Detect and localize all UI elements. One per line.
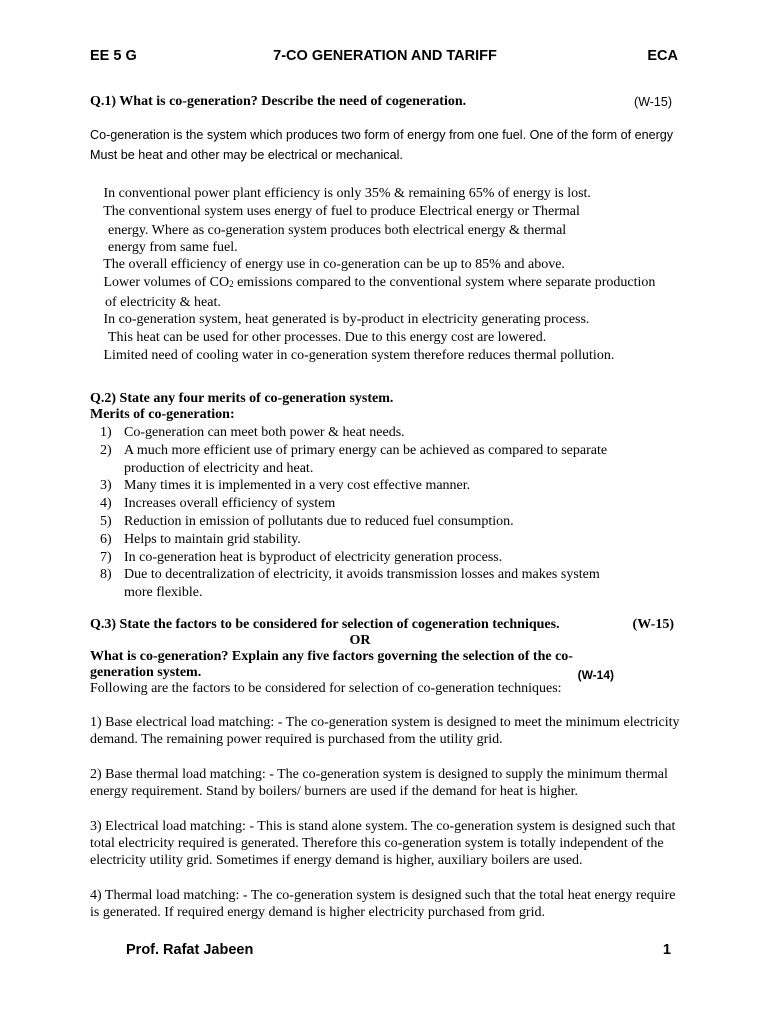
merits-heading: Merits of co-generation:: [90, 407, 235, 422]
factors-list: [90, 714, 704, 939]
bullet-continuation: This heat can be used for other processes. Due to this energy cost are lowered.: [108, 326, 547, 342]
question-1-ref: (W-15): [634, 95, 672, 109]
alt-question-line-2: generation system. (W-14): [90, 665, 614, 682]
bullet-item: The conventional system uses energy of fuel to produce Electrical energy or Thermal: [90, 203, 690, 221]
list-item: 1) Co-generation can meet both power & heat needs.: [100, 425, 405, 440]
bullet-continuation: energy from same fuel.: [108, 237, 238, 253]
list-item: 5) Reduction in emission of pollutants due to reduced fuel consumption.: [100, 513, 514, 529]
question-2-text: Q.2) State any four merits of co-generation system.: [90, 391, 394, 406]
bullet-item: Limited need of cooling water in co-generation system therefore reduces thermal pollution.: [90, 347, 690, 365]
merits-list: [90, 424, 690, 602]
page-footer: [126, 942, 671, 958]
bullet-continuation: of electricity & heat.: [105, 291, 221, 307]
bullet-continuation: energy. Where as co-generation system produces both electrical energy & thermal: [108, 220, 567, 236]
question-2: [90, 391, 690, 423]
bullet-item: Lower volumes of $CO_2$ emissions compared to the conventional system where separate production: [90, 274, 690, 293]
bullet-item: In co-generation system, heat generated is by-product in electricity generating process.: [90, 311, 690, 329]
question-3: [90, 617, 690, 681]
bullet-icon: [90, 348, 100, 365]
list-item: 6) Helps to maintain grid stability.: [100, 531, 301, 547]
page-header: [90, 48, 680, 68]
cogeneration-definition: [90, 125, 690, 165]
page-number: 1: [662, 942, 671, 958]
list-item: 7) In co-generation heat is byproduct of electricity generation process.: [100, 549, 503, 565]
list-item: 4) Increases overall efficiency of system: [100, 496, 336, 512]
factor-item: 4) Thermal load matching: - The co-generation system is designed such that the total heat energy require is generated. If required energy demand is higher electricity purchased from grid.: [90, 888, 676, 920]
question-1-text: Q.1) What is co-generation? Describe the need of cogeneration.: [90, 94, 467, 109]
alt-question-ref: (W-14): [577, 668, 614, 682]
bullet-item: In conventional power plant efficiency is only 35% & remaining 65% of energy is lost.: [90, 185, 690, 203]
factor-item: 2) Base thermal load matching: - The co-generation system is designed to supply the minimum thermal energy requirement. Stand by boilers/ burners are used if the demand for heat is higher.: [90, 767, 668, 799]
list-item: 8) Due to decentralization of electricity, it avoids transmission losses and makes system more flexible.: [100, 567, 600, 601]
subject-code: ECA: [647, 48, 678, 64]
author-name: Prof. Rafat Jabeen: [126, 942, 254, 958]
list-item: 2) A much more efficient use of primary energy can be achieved as compared to separate production of electricity and heat.: [100, 442, 608, 476]
bullet-icon: [90, 204, 100, 221]
definition-line-1: Co-generation is the system which produces two form of energy from one fuel. One of the form of energy: [90, 128, 674, 142]
question-3-text: Q.3) State the factors to be considered for selection of cogeneration techniques. (W-15): [90, 617, 674, 632]
definition-line-2: Must be heat and other may be electrical or mechanical.: [90, 148, 403, 162]
bullet-icon: [90, 257, 100, 274]
alt-question-line-1: What is co-generation? Explain any five factors governing the selection of the co-: [90, 649, 573, 664]
question-3-ref: (W-15): [632, 617, 674, 632]
question-1: [90, 94, 680, 110]
course-code: EE 5 G: [90, 48, 137, 64]
bullet-icon: [90, 312, 100, 329]
or-separator: OR: [349, 633, 371, 648]
factors-intro: Following are the factors to be considered for selection of co-generation techniques:: [90, 681, 562, 696]
chapter-title: 7-CO GENERATION AND TARIFF: [273, 48, 497, 64]
bullet-icon: [90, 275, 100, 292]
bullet-item: The overall efficiency of energy use in co-generation can be up to 85% and above.: [90, 256, 690, 274]
need-bullet-list: [90, 185, 690, 365]
list-item: 3) Many times it is implemented in a very cost effective manner.: [100, 478, 471, 494]
factor-item: 1) Base electrical load matching: - The co-generation system is designed to meet the minimum electricity demand. The remaining power required is purchased from the utility grid.: [90, 715, 680, 747]
bullet-icon: [90, 186, 100, 203]
factor-item: 3) Electrical load matching: - This is stand alone system. The co-generation system is designed such that total electricity required is generated. Therefore this co-generation system is totally independent of the electricity utility grid. Sometimes if energy demand is higher, auxiliary boilers are used.: [90, 819, 676, 868]
